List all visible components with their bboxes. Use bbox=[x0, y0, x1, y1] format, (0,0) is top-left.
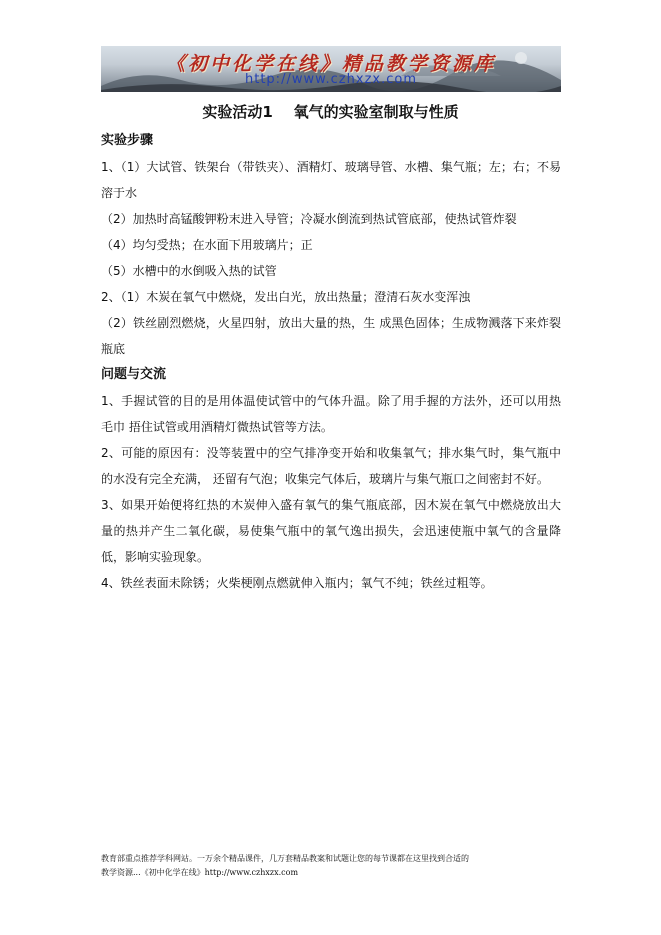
discussion-paragraph: 2、可能的原因有：没等装置中的空气排净变开始和收集氧气；排水集气时，集气瓶中的水没有完全充满， 还留有气泡；收集完气体后，玻璃片与集气瓶口之间密封不好。 bbox=[101, 446, 561, 486]
step-paragraph: （2）加热时高锰酸钾粉末进入导管；冷凝水倒流到热试管底部，使热试管炸裂 bbox=[101, 212, 517, 226]
document-title: 实验活动1 氧气的实验室制取与性质 bbox=[202, 103, 459, 121]
discussion-paragraph: 3、如果开始便将红热的木炭伸入盛有氧气的集气瓶底部，因木炭在氧气中燃烧放出大量的热并产生二氧化碳，易使集气瓶中的氧气逸出损失，会迅速使瓶中氧气的含量降低，影响实验现象。 bbox=[101, 498, 561, 564]
section-heading-discussion: 问题与交流 bbox=[101, 367, 167, 382]
banner-title: 《初中化学在线》精品教学资源库 bbox=[165, 53, 496, 75]
banner-url[interactable]: http://www.czhxzx.com bbox=[245, 72, 417, 87]
step-paragraph: 2、（1）木炭在氧气中燃烧，发出白光，放出热量；澄清石灰水变浑浊 bbox=[101, 290, 471, 304]
section-heading-steps: 实验步骤 bbox=[101, 133, 154, 148]
step-paragraph: （5）水槽中的水倒吸入热的试管 bbox=[101, 264, 277, 278]
discussion-paragraph: 1、手握试管的目的是用体温使试管中的气体升温。除了用手握的方法外，还可以用热毛巾 捂住试管或用酒精灯微热试管等方法。 bbox=[101, 394, 561, 434]
header-banner bbox=[101, 46, 561, 92]
step-paragraph: （4）均匀受热；在水面下用玻璃片；正 bbox=[101, 238, 313, 252]
document-body bbox=[101, 128, 561, 596]
step-paragraph: 1、（1）大试管、铁架台（带铁夹）、酒精灯、玻璃导管、水槽、集气瓶；左；右；不易溶于水 bbox=[101, 160, 561, 200]
discussion-paragraph: 4、铁丝表面未除锈；火柴梗刚点燃就伸入瓶内；氧气不纯；铁丝过粗等。 bbox=[101, 576, 493, 590]
step-paragraph: （2）铁丝剧烈燃烧，火星四射，放出大量的热，生 成黑色固体；生成物溅落下来炸裂瓶底 bbox=[101, 316, 561, 356]
footer-line[interactable]: 教学资源...《初中化学在线》http://www.czhxzx.com bbox=[101, 868, 299, 877]
footer-line: 教育部重点推荐学科网站。一万余个精品课件，几万套精品教案和试题让您的每节课都在这里找到合适的 bbox=[101, 854, 469, 863]
footer-note bbox=[101, 852, 571, 880]
